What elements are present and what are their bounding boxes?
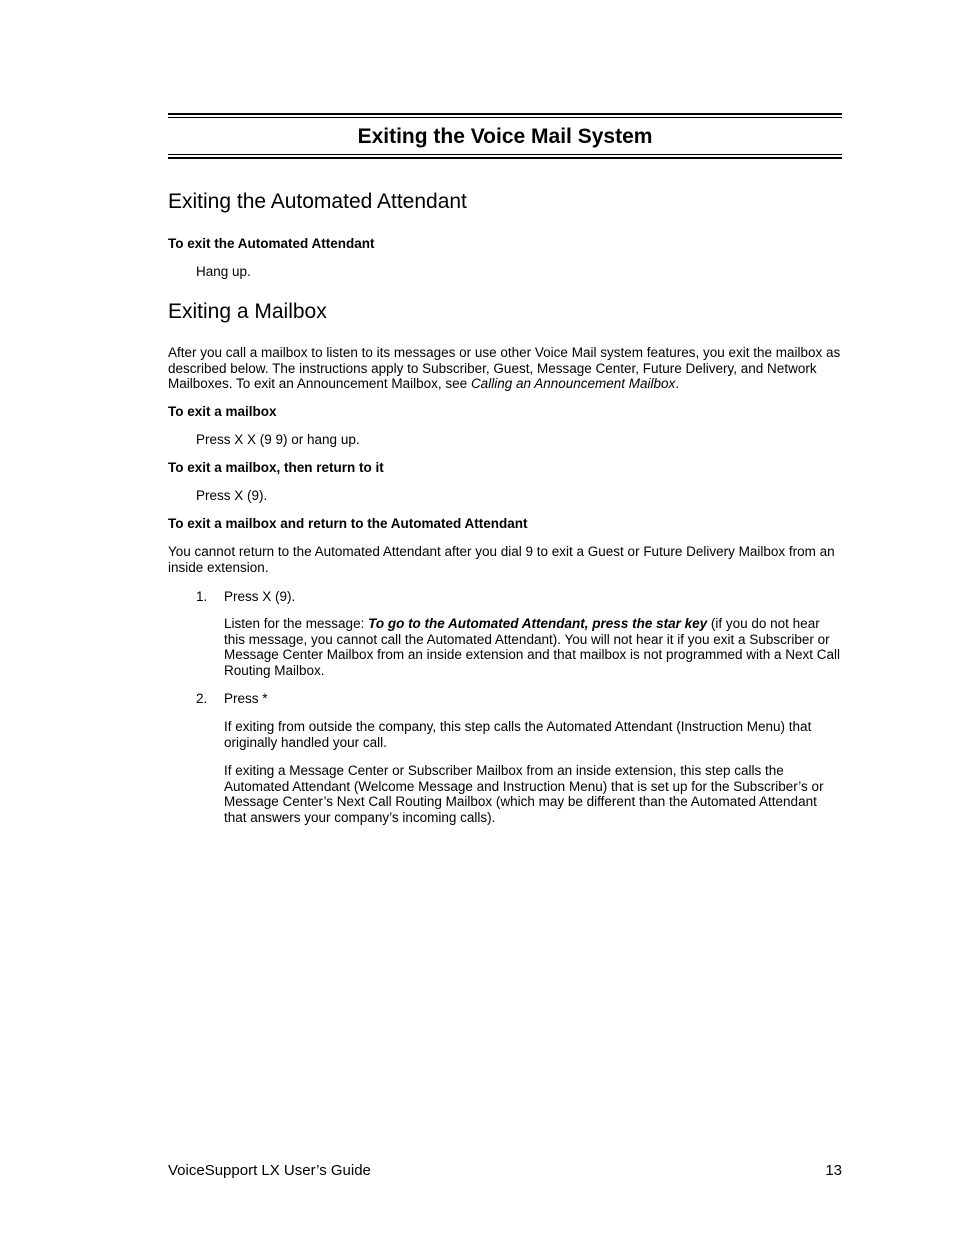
procedure-step-hang-up: Hang up. (196, 264, 251, 279)
footer-page-number: 13 (825, 1162, 842, 1179)
step-1-prompt-message: To go to the Automated Attendant, press the star key (368, 616, 708, 631)
mailbox-intro-paragraph (168, 345, 842, 392)
title-rule-bottom (168, 157, 842, 159)
procedure-step-press-x: Press X (9). (196, 488, 268, 503)
cross-reference-link[interactable]: Calling an Announcement Mailbox (470, 376, 676, 392)
step-number-1: 1. (196, 589, 208, 604)
procedure-title-exit-return: To exit a mailbox, then return to it (168, 460, 384, 475)
step-number-2: 2. (196, 691, 208, 706)
title-rule-top (168, 113, 842, 115)
step-1-text: Press X (9). (224, 589, 296, 604)
step-1-detail (224, 616, 842, 678)
procedure-title-exit-to-attendant: To exit a mailbox and return to the Automated Attendant (168, 516, 528, 531)
step-2-text: Press * (224, 691, 268, 706)
section-heading-mailbox: Exiting a Mailbox (168, 300, 327, 323)
intro-end: . (675, 376, 680, 392)
procedure-note: You cannot return to the Automated Attendant after you dial 9 to exit a Guest or Future Delivery Mailbox from an inside extension. (168, 544, 835, 575)
intro-text: After you call a mailbox to listen to its messages or use other Voice Mail system features, you exit the mailbox as described below. The instructions apply to Subscriber, Guest, Message Center, Future Delivery, and Network Mailboxes. To exit an Announcement Mailbox, see (168, 345, 841, 392)
step-1-detail-post: (if you do not hear this message, you cannot call the Automated Attendant). You will not hear it if you exit a Subscriber or Message Center Mailbox from an inside extension and that mailbox is not programmed with a Next Call Routing Mailbox. (224, 616, 841, 678)
step-2-detail-outside: If exiting from outside the company, this step calls the Automated Attendant (Instruction Menu) that originally handled your call. (224, 719, 812, 750)
procedure-title-exit-attendant: To exit the Automated Attendant (168, 236, 375, 251)
procedure-step-press-xx: Press X X (9 9) or hang up. (196, 432, 360, 447)
step-1-detail-pre: Listen for the message: (224, 616, 369, 631)
title-rule-bottom-thin (168, 154, 842, 155)
section-heading-automated-attendant: Exiting the Automated Attendant (168, 190, 467, 213)
footer-guide-title: VoiceSupport LX User’s Guide (168, 1162, 371, 1179)
title-rule-top-thin (168, 117, 842, 118)
chapter-title: Exiting the Voice Mail System (357, 125, 653, 148)
step-2-detail-inside: If exiting a Message Center or Subscriber Mailbox from an inside extension, this step calls the Automated Attendant (Welcome Message and Instruction Menu) that is set up for the Subscriber’s or Message Center’s Next Call Routing Mailbox (which may be different than the Automated Attendant that answers your company’s incoming calls). (224, 763, 824, 825)
procedure-title-exit-mailbox: To exit a mailbox (168, 404, 277, 419)
